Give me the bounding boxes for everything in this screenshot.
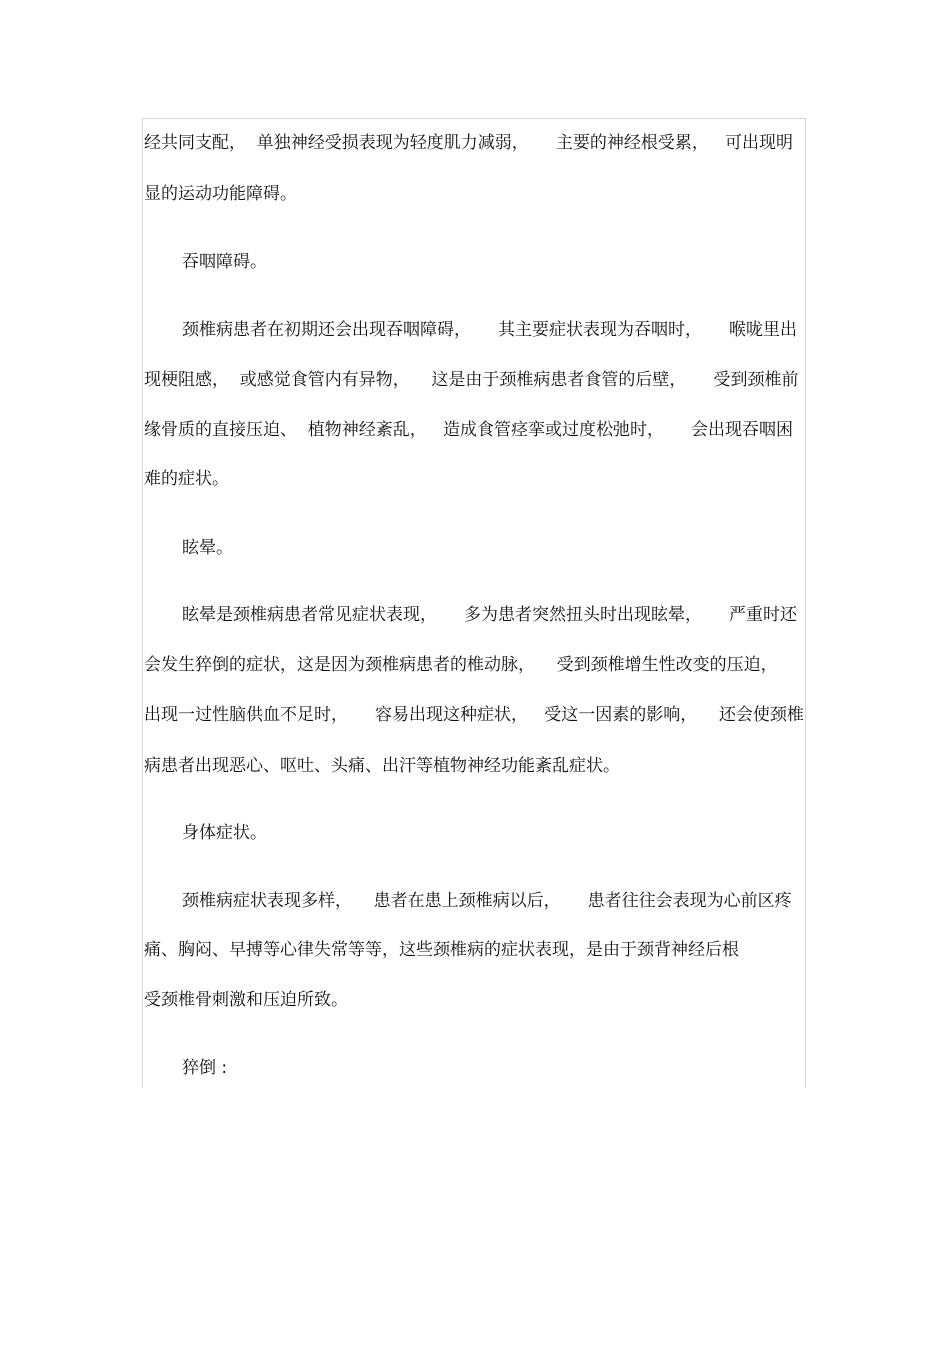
paragraph-line: 病患者出现恶心、呕吐、头痛、出汗等植物神经功能紊乱症状。 xyxy=(144,756,620,776)
paragraph-line: 眩晕是颈椎病患者常见症状表现， 多为患者突然扭头时出现眩晕， 严重时还 xyxy=(182,605,798,625)
section-heading-sudden-fall: 猝倒 : xyxy=(182,1058,228,1078)
section-heading-body-symptoms: 身体症状。 xyxy=(182,823,267,843)
paragraph-line: 出现一过性脑供血不足时， 容易出现这种症状， 受这一因素的影响， 还会使颈椎 xyxy=(144,705,804,725)
section-heading-swallowing: 吞咽障碍。 xyxy=(182,252,267,272)
paragraph-line: 显的运动功能障碍。 xyxy=(144,184,297,204)
paragraph-line: 难的症状。 xyxy=(144,469,229,489)
paragraph-line: 痛、胸闷、早搏等心律失常等等，这些颈椎病的症状表现，是由于颈背神经后根 xyxy=(144,940,739,960)
paragraph-line: 会发生猝倒的症状，这是因为颈椎病患者的椎动脉， 受到颈椎增生性改变的压迫， xyxy=(144,655,778,675)
paragraph-line: 缘骨质的直接压迫、 植物神经紊乱， 造成食管痉挛或过度松弛时， 会出现吞咽困 xyxy=(144,420,794,440)
paragraph-line: 颈椎病症状表现多样， 患者在患上颈椎病以后， 患者往往会表现为心前区疼 xyxy=(182,891,792,911)
paragraph-line: 现梗阻感， 或感觉食管内有异物， 这是由于颈椎病患者食管的后壁， 受到颈椎前 xyxy=(144,370,799,390)
paragraph-line: 经共同支配， 单独神经受损表现为轻度肌力减弱， 主要的神经根受累， 可出现明 xyxy=(144,133,794,153)
section-heading-dizziness: 眩晕。 xyxy=(182,538,233,558)
paragraph-line: 颈椎病患者在初期还会出现吞咽障碍， 其主要症状表现为吞咽时， 喉咙里出 xyxy=(182,320,798,340)
paragraph-line: 受颈椎骨刺激和压迫所致。 xyxy=(144,990,348,1010)
